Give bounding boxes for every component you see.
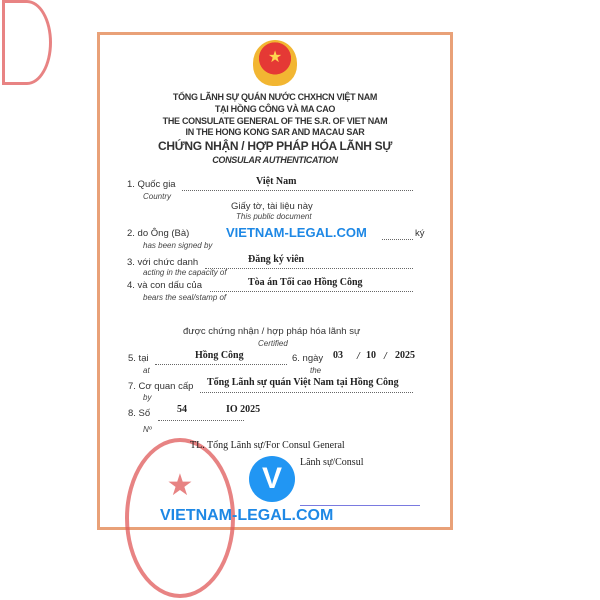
watermark-logo-icon: V — [249, 456, 295, 502]
seal-en: bears the seal/stamp of — [143, 293, 227, 302]
seal-label: 4. và con dấu của — [127, 280, 202, 291]
date-en: the — [310, 366, 322, 375]
country-label: 1. Quốc gia — [127, 179, 176, 190]
date-separator: / — [357, 351, 360, 362]
signed-en: has been signed by — [143, 241, 213, 250]
page-subtitle: CONSULAR AUTHENTICATION — [212, 155, 338, 165]
date-separator: / — [384, 351, 387, 362]
date-month: 10 — [366, 350, 376, 361]
by-label: 7. Cơ quan cấp — [128, 381, 194, 392]
stamp-top-left — [2, 0, 52, 85]
country-en: Country — [143, 192, 172, 201]
signature-line1: TL. Tổng Lãnh sự/For Consul General — [190, 440, 345, 451]
date-label: 6. ngày — [292, 353, 324, 364]
page-title: CHỨNG NHẬN / HỢP PHÁP HÓA LÃNH SỰ — [157, 139, 393, 153]
header-line2: TẠI HỒNG CÔNG VÀ MA CAO — [214, 104, 336, 114]
country-value: Việt Nam — [256, 176, 297, 187]
capacity-label: 3. với chức danh — [127, 257, 199, 268]
signed-value: VIETNAM-LEGAL.COM — [226, 225, 367, 240]
header-line3: THE CONSULATE GENERAL OF THE S.R. OF VIET NAM — [162, 116, 388, 126]
seal-value: Tòa án Tối cao Hồng Công — [248, 277, 363, 288]
certified-label: được chứng nhận / hợp pháp hóa lãnh sự — [183, 326, 361, 337]
seal-star-icon: ★ — [166, 469, 194, 502]
no-label: 8. Số — [128, 408, 151, 419]
watermark-text: VIETNAM-LEGAL.COM — [160, 507, 334, 524]
no-suffix: IO 2025 — [226, 404, 261, 415]
at-en: at — [143, 366, 150, 375]
at-label: 5. tại — [128, 353, 149, 364]
national-emblem-icon: ★ — [253, 40, 297, 86]
doc-en: This public document — [236, 212, 312, 221]
signature-line2: Lãnh sự/Consul — [300, 457, 364, 468]
by-en: by — [143, 393, 152, 402]
by-value: Tổng Lãnh sự quán Việt Nam tại Hồng Công — [207, 377, 399, 388]
date-year: 2025 — [395, 350, 415, 361]
at-value: Hồng Công — [195, 350, 244, 361]
no-value: 54 — [177, 404, 187, 415]
capacity-en: acting in the capacity of — [143, 268, 227, 277]
signed-label: 2. do Ông (Bà) — [127, 228, 190, 239]
header-line1: TỔNG LÃNH SỰ QUÁN NƯỚC CHXHCN VIỆT NAM — [172, 92, 378, 102]
certified-en: Certified — [258, 339, 288, 348]
doc-label: Giấy tờ, tài liệu này — [231, 201, 313, 212]
header-line4: IN THE HONG KONG SAR AND MACAU SAR — [185, 127, 365, 137]
date-day: 03 — [333, 350, 343, 361]
signed-suffix: ký — [415, 228, 425, 239]
capacity-value: Đăng ký viên — [248, 254, 305, 265]
no-en: Nº — [143, 425, 152, 434]
